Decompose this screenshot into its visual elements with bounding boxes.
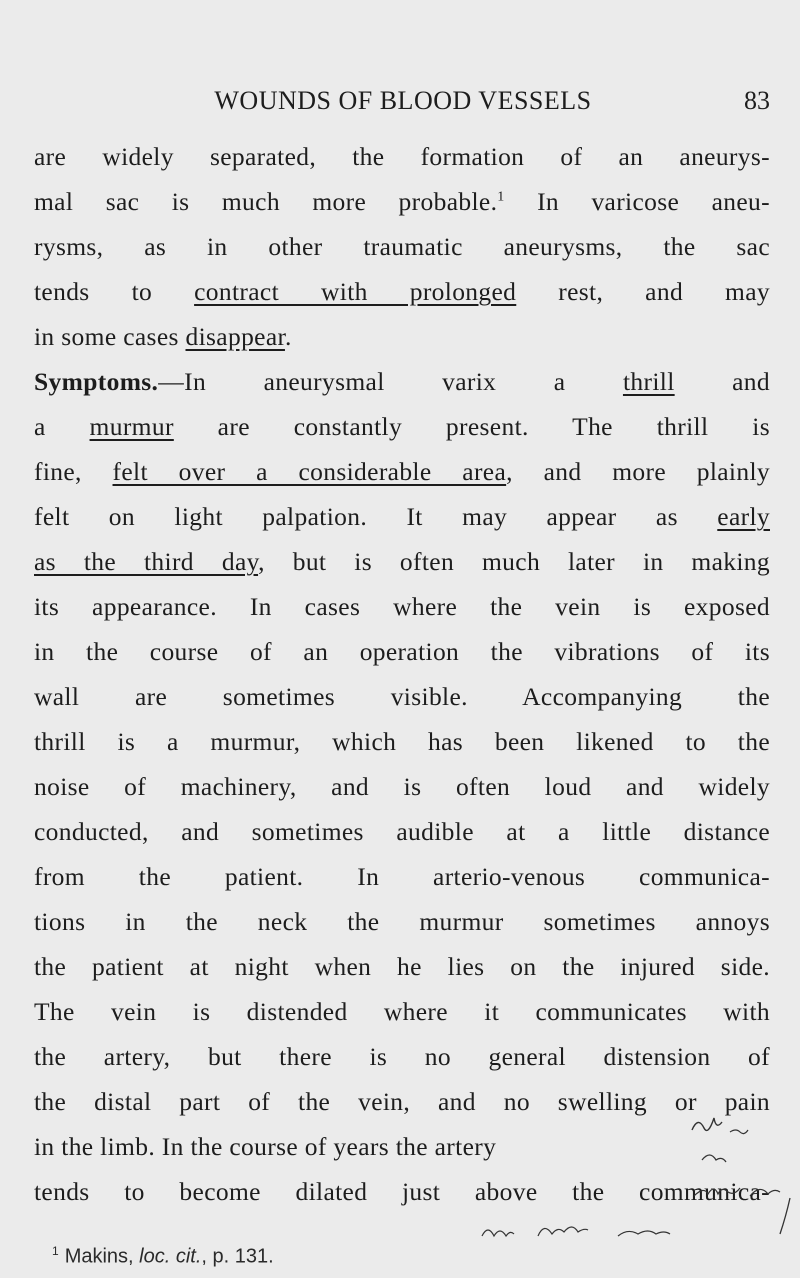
text-line: a murmur are constantly present. The thrill is [34, 412, 770, 441]
handwritten-annotation [690, 1106, 798, 1246]
handwritten-underline: murmur [89, 412, 174, 441]
footnote-ref: loc. cit. [139, 1245, 202, 1268]
text-line: thrill is a murmur, which has been likened to the [34, 727, 770, 756]
text-line: in some cases disappear. [34, 322, 292, 351]
text-line: tions in the neck the murmur sometimes annoys [34, 907, 770, 936]
body-text [34, 134, 770, 1214]
section-heading: Symptoms. [34, 367, 159, 396]
handwritten-underline: thrill [622, 367, 675, 396]
text-line: rysms, as in other traumatic aneurysms, the sac [34, 232, 770, 261]
footnote-mark: 1 [52, 1244, 59, 1258]
text-line: the distal part of the vein, and no swelling or pain [34, 1087, 770, 1116]
text-line: Symptoms.—In aneurysmal varix a thrill and [34, 367, 771, 396]
text-line: the artery, but there is no general distension of [34, 1042, 770, 1071]
footnote-page: , p. 131. [201, 1245, 274, 1268]
text-line: from the patient. In arterio-venous communica- [34, 862, 770, 891]
handwritten-underline: as the third day [34, 547, 259, 576]
text-line: the patient at night when he lies on the injured side. [34, 952, 770, 981]
text-line: The vein is distended where it communicates with [34, 997, 770, 1026]
footnote-ref[interactable]: 1 [497, 189, 505, 205]
page-header-title: WOUNDS OF BLOOD VESSELS [214, 86, 592, 115]
handwritten-underline: contract with prolonged [194, 277, 517, 306]
footnote [52, 1244, 274, 1269]
text-line: wall are sometimes visible. Accompanying the [34, 682, 770, 711]
text-line: mal sac is much more probable.$^1$ In varicose aneu- [34, 187, 770, 216]
text-line: in the limb. In the course of years the artery [34, 1132, 497, 1161]
footnote-author: Makins, [64, 1245, 140, 1268]
text-line: tends to contract with prolonged rest, and may [34, 277, 770, 306]
text-line: as the third day, but is often much later in making [34, 547, 770, 576]
handwritten-underline: early [717, 502, 770, 531]
running-header [36, 86, 770, 126]
handwritten-underline: felt over a considerable area [112, 457, 507, 486]
text-line: are widely separated, the formation of an aneurys- [34, 142, 770, 171]
text-line: noise of machinery, and is often loud and widely [34, 772, 770, 801]
handwritten-annotation [478, 1214, 688, 1244]
text-line: fine, felt over a considerable area, and more plainly [34, 457, 770, 486]
handwritten-underline: disappear [185, 322, 285, 351]
text-line: in the course of an operation the vibrations of its [34, 637, 770, 666]
text-line: conducted, and sometimes audible at a little distance [34, 817, 770, 846]
text-line: its appearance. In cases where the vein is exposed [34, 592, 770, 621]
text-line: tends to become dilated just above the communica- [34, 1177, 770, 1206]
text-line: felt on light palpation. It may appear as early [34, 502, 770, 531]
page-number: 83 [744, 86, 770, 115]
